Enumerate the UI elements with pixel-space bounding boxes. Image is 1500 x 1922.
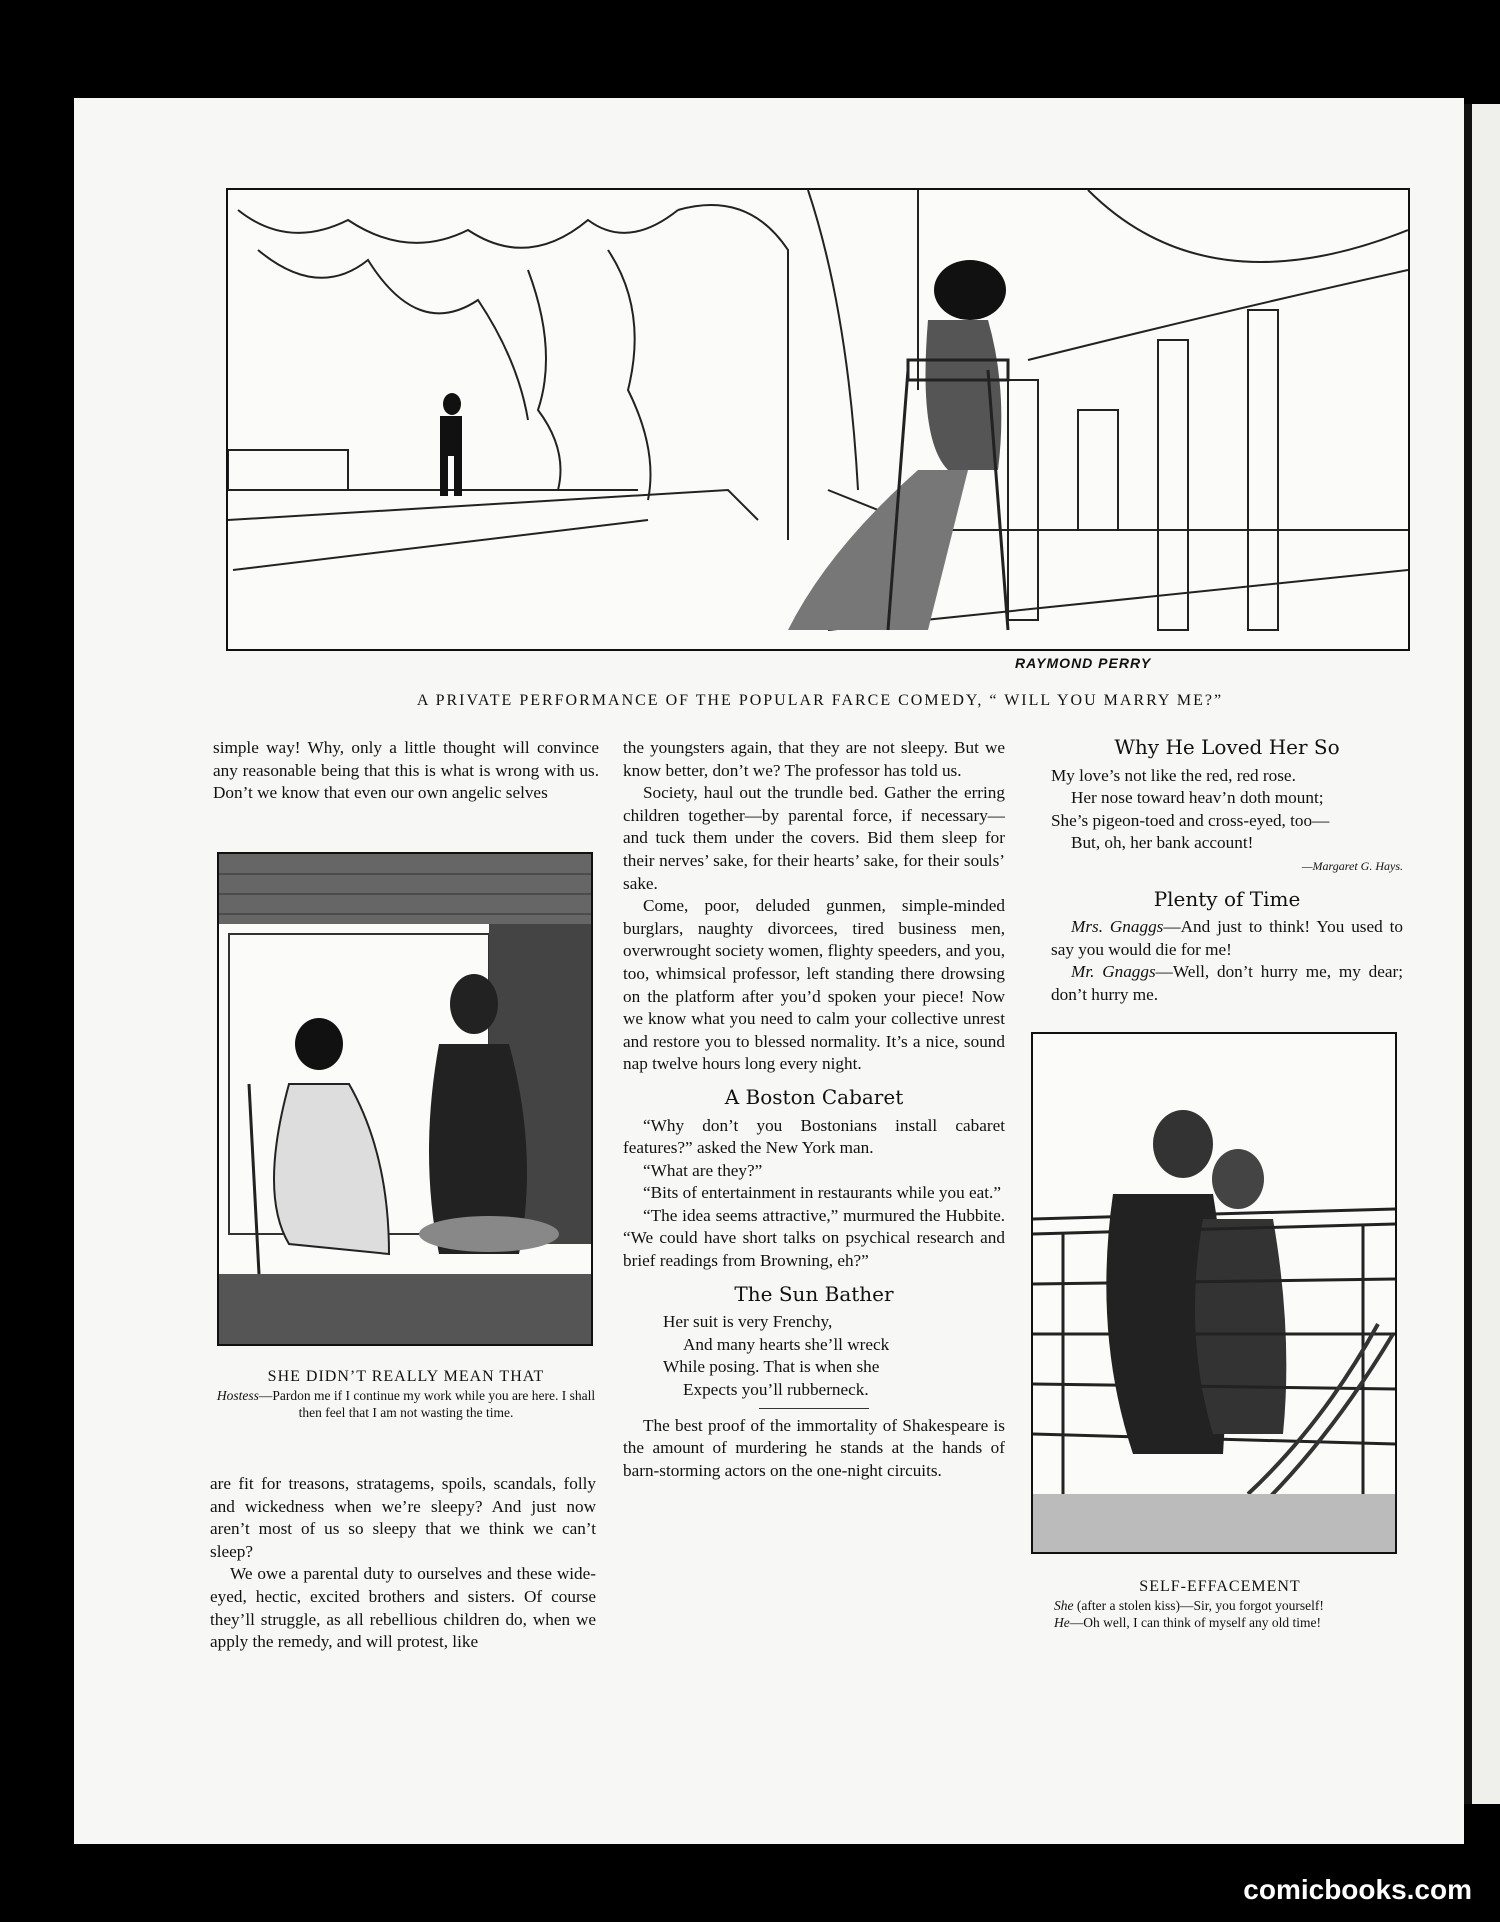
article-title: Plenty of Time bbox=[1153, 886, 1301, 911]
body-paragraph: simple way! Why, only a little thought will convince any reasonable being that this is what is wrong with us. Don’t we know that even our own angelic selves bbox=[213, 738, 599, 803]
poem-verse bbox=[623, 1311, 1005, 1401]
dialogue-paragraph: “The idea seems attractive,” murmured the Hubbite. “We could have short talks on psychical research and brief readings from Browning, eh?” bbox=[623, 1205, 1005, 1271]
dialogue-paragraph bbox=[1051, 916, 1403, 961]
speaker: She bbox=[1054, 1598, 1074, 1613]
column-2 bbox=[623, 737, 1005, 1482]
speaker: Mr. Gnaggs bbox=[1071, 962, 1156, 982]
body-paragraph: Come, poor, deluded gunmen, simple-minded burglars, naughty divorcees, tired business men, overwrought society women, flighty speeders, and you, too, whimsical professor, left standing there drowsing on the platform after you’d spoken your piece! Now we know what you need to calm your collective unrest and restore you to blessed normality. It’s a nice, sound nap twelve hours long every night. bbox=[623, 896, 1005, 1074]
dialogue-text: —Pardon me if I continue my work while you are here. I shall then feel that I am not wasting the time. bbox=[258, 1388, 596, 1420]
poem-line: Her suit is very Frenchy, bbox=[663, 1312, 833, 1332]
article-title: A Boston Cabaret bbox=[724, 1084, 904, 1109]
top-illustration-caption: A PRIVATE PERFORMANCE OF THE POPULAR FARCE COMEDY, “ WILL YOU MARRY ME?” bbox=[416, 692, 1224, 709]
poem-line: But, oh, her bank account! bbox=[1071, 833, 1254, 853]
poem-line: While posing. That is when she bbox=[663, 1357, 880, 1377]
poem-verse bbox=[1051, 765, 1403, 855]
column-1-top bbox=[213, 737, 599, 805]
poem-line: My love’s not like the red, red rose. bbox=[1051, 765, 1296, 785]
dialogue-paragraph: “What are they?” bbox=[643, 1160, 763, 1180]
theater-drawing bbox=[228, 190, 1408, 649]
adjacent-page-edge bbox=[1472, 104, 1500, 1804]
body-paragraph: are fit for treasons, stratagems, spoils, scandals, folly and wickedness when we’re sleepy? And just now aren’t most of us so sleepy that we think we can’t sleep? bbox=[210, 1474, 596, 1561]
poem-author: —Margaret G. Hays. bbox=[1301, 858, 1403, 873]
poem-line: Her nose toward heav’n doth mount; bbox=[1071, 788, 1324, 808]
dialogue-text: —Oh well, I can think of myself any old time! bbox=[1069, 1615, 1321, 1630]
hostess-cartoon-caption bbox=[213, 1368, 599, 1421]
site-watermark: comicbooks.com bbox=[1243, 1874, 1472, 1905]
binding-spine bbox=[1464, 104, 1472, 1804]
hostess-cartoon bbox=[217, 852, 593, 1346]
self-effacement-caption bbox=[1040, 1578, 1400, 1631]
body-paragraph: Society, haul out the trundle bed. Gather the erring children together—by parental force, if necessary—and tuck them under the covers. Bid them sleep for their nerves’ sake, for their hearts’ sake, for their souls’ sake. bbox=[623, 783, 1005, 893]
cartoon-dialogue bbox=[1040, 1597, 1400, 1614]
poem-line: Expects you’ll rubberneck. bbox=[683, 1380, 869, 1400]
hostess-drawing bbox=[219, 854, 591, 1344]
poem-line: And many hearts she’ll wreck bbox=[683, 1334, 890, 1354]
body-paragraph: We owe a parental duty to ourselves and these wide-eyed, hectic, excited brothers and sisters. Of course they’ll struggle, as all rebellious children do, when we apply the remedy, and will protest, like bbox=[210, 1564, 596, 1652]
column-1-bottom bbox=[210, 1473, 596, 1654]
self-effacement-cartoon bbox=[1031, 1032, 1397, 1554]
dialogue-paragraph: “Bits of entertainment in restaurants while you eat.” bbox=[643, 1183, 1001, 1203]
poem-title: The Sun Bather bbox=[734, 1281, 894, 1306]
column-3 bbox=[1051, 736, 1403, 1007]
poem-line: She’s pigeon-toed and cross-eyed, too— bbox=[1051, 810, 1330, 830]
speaker: Hostess bbox=[216, 1388, 259, 1403]
dialogue-text: (after a stolen kiss)—Sir, you forgot yourself! bbox=[1073, 1598, 1324, 1613]
top-illustration bbox=[226, 188, 1410, 651]
cartoon-dialogue bbox=[1040, 1614, 1400, 1631]
cartoon-title: SELF-EFFACEMENT bbox=[1139, 1578, 1301, 1595]
section-divider bbox=[759, 1408, 869, 1409]
cartoon-title: SHE DIDN’T REALLY MEAN THAT bbox=[267, 1368, 545, 1385]
body-paragraph: The best proof of the immortality of Shakespeare is the amount of murdering he stands at the hands of barn-storming actors on the one-night circuits. bbox=[623, 1415, 1005, 1480]
dialogue-text: —Well, don’t hurry me, my dear; don’t hurry me. bbox=[1051, 962, 1403, 1004]
body-paragraph: the youngsters again, that they are not sleepy. But we know better, don’t we? The professor has told us. bbox=[623, 738, 1005, 780]
couple-at-rail-drawing bbox=[1033, 1034, 1395, 1552]
poem-title: Why He Loved Her So bbox=[1114, 735, 1340, 759]
cartoon-dialogue bbox=[213, 1387, 599, 1421]
dialogue-paragraph bbox=[1051, 961, 1403, 1006]
speaker: Mrs. Gnaggs bbox=[1071, 917, 1164, 937]
speaker: He bbox=[1054, 1615, 1070, 1630]
artist-signature: RAYMOND PERRY bbox=[1015, 655, 1152, 671]
dialogue-paragraph: “Why don’t you Bostonians install cabaret features?” asked the New York man. bbox=[623, 1115, 1005, 1158]
dialogue-text: —And just to think! You used to say you would die for me! bbox=[1051, 917, 1403, 959]
